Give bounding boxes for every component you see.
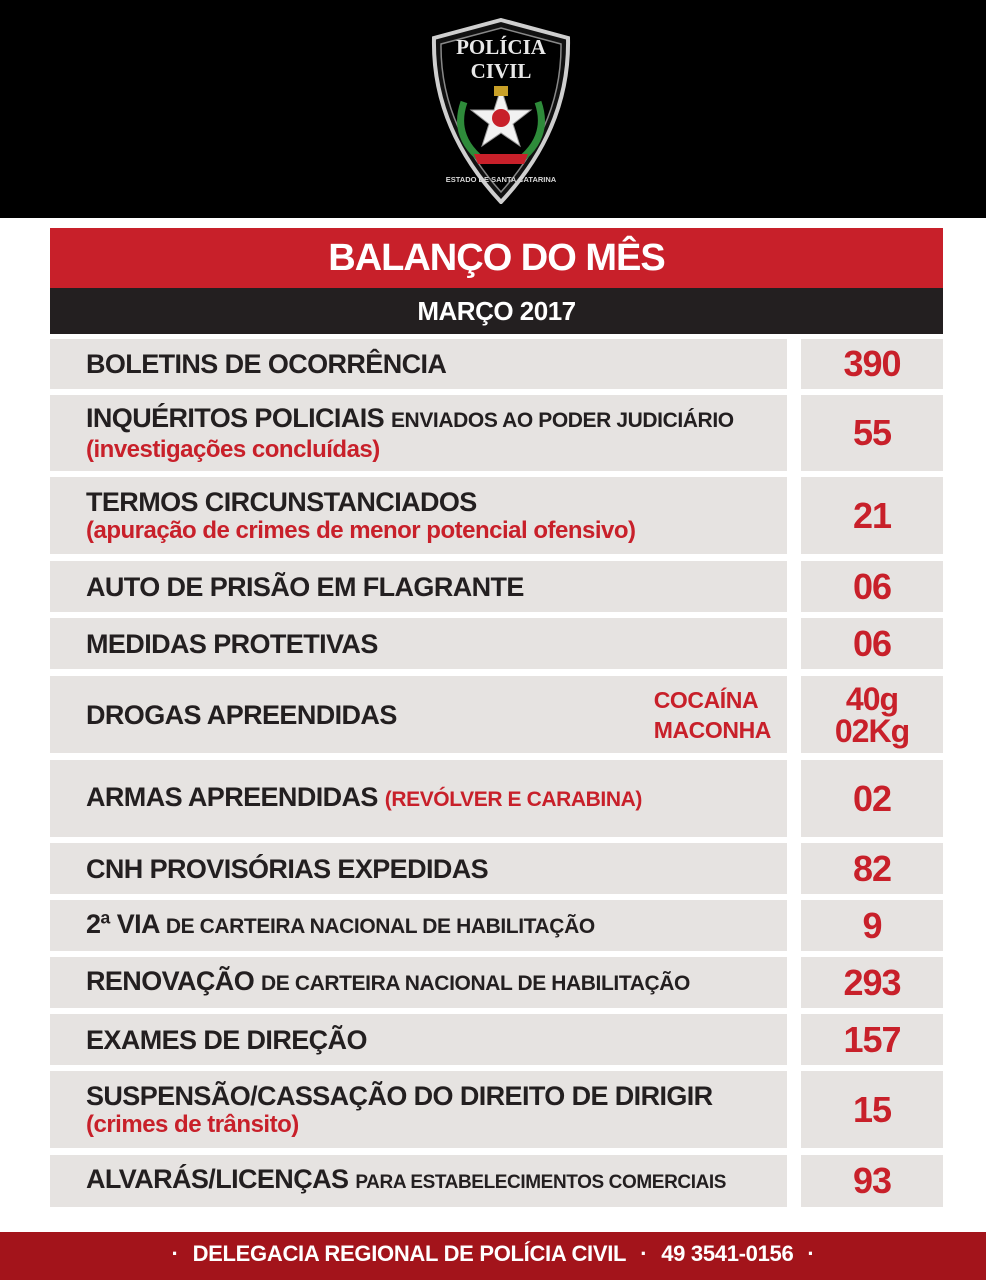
drug-types — [654, 676, 771, 753]
row-label: ALVARÁS/LICENÇAS — [86, 1164, 349, 1194]
row-label: AUTO DE PRISÃO EM FLAGRANTE — [86, 571, 524, 602]
row-label: MEDIDAS PROTETIVAS — [86, 628, 378, 659]
footer-text: DELEGACIA REGIONAL DE POLÍCIA CIVIL — [192, 1241, 627, 1266]
row-value: 157 — [801, 1014, 943, 1065]
table-row — [50, 561, 943, 612]
row-value: 02 — [801, 760, 943, 837]
row-value: 06 — [801, 618, 943, 669]
row-label-suffix: DE CARTEIRA NACIONAL DE HABILITAÇÃO — [165, 915, 595, 938]
table-row — [50, 900, 943, 951]
table-row — [50, 618, 943, 669]
row-value: 21 — [801, 477, 943, 554]
badge-line2: CIVIL — [470, 59, 532, 83]
row-label: SUSPENSÃO/CASSAÇÃO DO DIREITO DE DIRIGIR — [86, 1080, 713, 1111]
table-row — [50, 1014, 943, 1065]
footer-bullet: · — [171, 1241, 179, 1266]
table-row — [50, 395, 943, 471]
table-row — [50, 676, 943, 753]
row-value: 15 — [801, 1071, 943, 1148]
row-value — [801, 676, 943, 753]
row-value: 93 — [801, 1155, 943, 1207]
month-subtitle: MARÇO 2017 — [50, 288, 943, 334]
row-label-suffix: PARA ESTABELECIMENTOS COMERCIAIS — [355, 1172, 727, 1193]
footer-bar — [0, 1232, 986, 1280]
row-label: 2ª VIA — [86, 909, 159, 939]
table-row — [50, 1071, 943, 1148]
row-label: INQUÉRITOS POLICIAIS — [86, 402, 385, 433]
row-note: (crimes de trânsito) — [86, 1110, 299, 1138]
table-row — [50, 957, 943, 1008]
footer-bullet: · — [640, 1241, 648, 1266]
row-label: DROGAS APREENDIDAS — [86, 699, 397, 730]
table-row — [50, 843, 943, 894]
row-label: CNH PROVISÓRIAS EXPEDIDAS — [86, 853, 489, 884]
row-label: ARMAS APREENDIDAS — [86, 782, 378, 812]
badge-ring-text: ESTADO DE SANTA CATARINA — [445, 175, 557, 184]
footer-bullet: · — [807, 1241, 815, 1266]
row-value: 9 — [801, 900, 943, 951]
drug-marijuana: MACONHA — [653, 716, 771, 743]
drug-value-marijuana: 02Kg — [834, 712, 910, 749]
header-bar — [0, 0, 986, 218]
row-value: 55 — [801, 395, 943, 471]
page-title: BALANÇO DO MÊS — [50, 228, 943, 288]
row-value: 82 — [801, 843, 943, 894]
row-label-suffix: ENVIADOS AO PODER JUDICIÁRIO — [390, 408, 734, 432]
drug-cocaine: COCAÍNA — [653, 686, 759, 713]
row-label: BOLETINS DE OCORRÊNCIA — [86, 349, 447, 379]
drug-value-cocaine: 40g — [845, 680, 899, 717]
row-label-suffix: (REVÓLVER E CARABINA) — [384, 788, 642, 811]
row-value: 293 — [801, 957, 943, 1008]
row-note: (investigações concluídas) — [86, 435, 380, 463]
row-value: 390 — [801, 339, 943, 389]
footer-phone: 49 3541-0156 — [661, 1241, 794, 1266]
row-label: EXAMES DE DIREÇÃO — [86, 1024, 367, 1055]
row-note: (apuração de crimes de menor potencial ofensivo) — [86, 516, 636, 544]
badge-line1: POLÍCIA — [456, 35, 546, 59]
row-label-suffix: DE CARTEIRA NACIONAL DE HABILITAÇÃO — [261, 972, 690, 995]
policia-civil-badge-icon — [430, 18, 572, 204]
table-row — [50, 1155, 943, 1207]
row-label: TERMOS CIRCUNSTANCIADOS — [86, 486, 477, 517]
table-row — [50, 477, 943, 554]
row-label: RENOVAÇÃO — [86, 966, 255, 996]
table-row — [50, 339, 943, 389]
table-row — [50, 760, 943, 837]
row-value: 06 — [801, 561, 943, 612]
